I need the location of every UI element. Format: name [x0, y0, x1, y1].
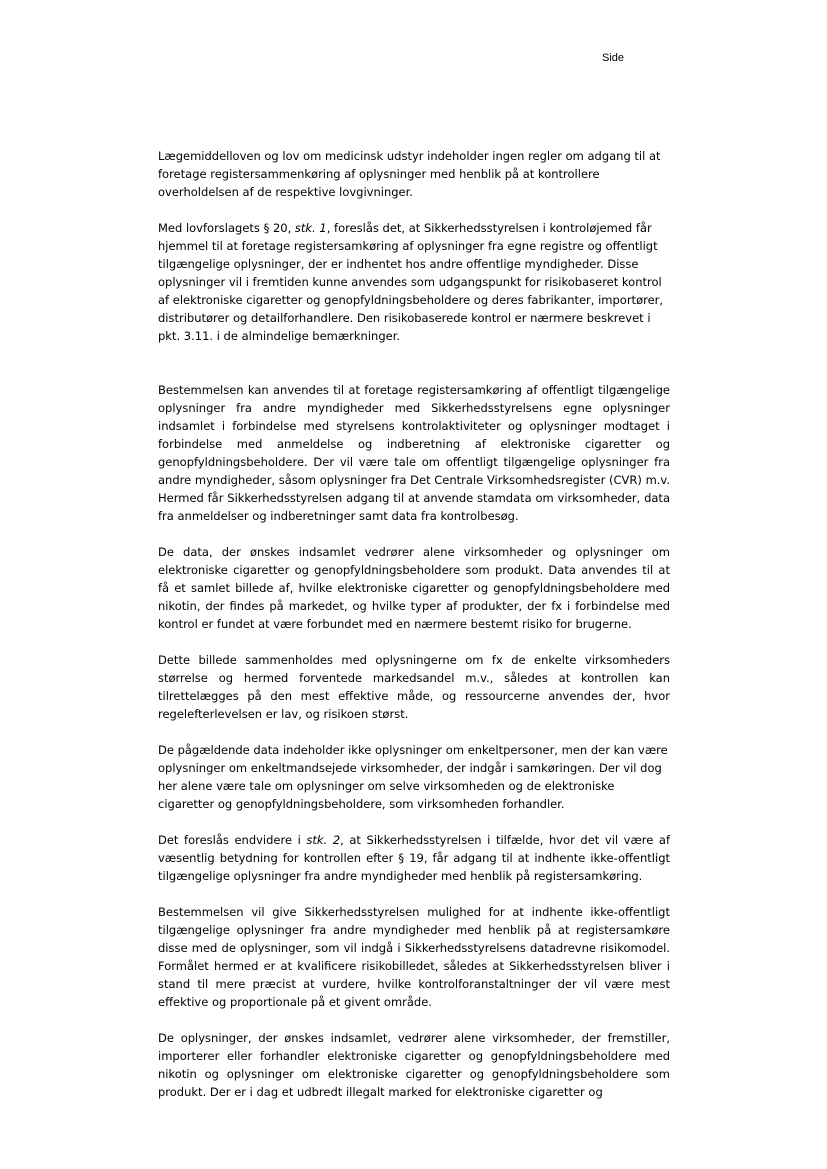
paragraph-7-pre: Det foreslås endvidere i: [158, 833, 307, 847]
paragraph-7-post: , at Sikkerhedsstyrelsen i tilfælde, hvor det vil være af væsentlig betydning for kontrollen efter § 19, får adgang til at indhente ikke-offentligt tilgængelige oplysninger fra andre myndigheder med henblik på registersamkøring.: [158, 833, 670, 883]
paragraph-5: Dette billede sammenholdes med oplysningerne om fx de enkelte virksomheders størrelse og hermed forventede markedsandel m.v., således at kontrollen kan tilrettelægges på den mest effektive måde, og ressourcerne anvendes der, hvor regelefterlevelsen er lav, og risikoen størst.: [158, 653, 670, 721]
paragraph-1: Lægemiddelloven og lov om medicinsk udstyr indeholder ingen regler om adgang til at foretage registersammenkøring af oplysninger med henblik på at kontrollere overholdelsen af de respektive lovgivninger.: [158, 149, 661, 199]
paragraph-2-emph: stk. 1: [294, 221, 327, 235]
paragraph-3: Bestemmelsen kan anvendes til at foretage registersamkøring af offentligt tilgængelige oplysninger fra andre myndigheder med Sikkerhedsstyrelsens egne oplysninger indsamlet i forbindelse med styrelsens kontrolaktiviteter og oplysninger modtaget i forbindelse med anmeldelse og indberetning af elektroniske cigaretter og genopfyldningsbeholdere. Der vil være tale om offentligt tilgængelige oplysninger fra andre myndigheder, såsom oplysninger fra Det Centrale Virksomhedsregister (CVR) m.v. Hermed får Sikkerhedsstyrelsen adgang til at anvende stamdata om virksomheder, data fra anmeldelser og indberetninger samt data fra kontrolbesøg.: [158, 383, 670, 523]
paragraph-7: [158, 831, 670, 885]
paragraph-2-pre: Med lovforslagets § 20,: [158, 221, 295, 235]
paragraph-9: De oplysninger, der ønskes indsamlet, vedrører alene virksomheder, der fremstiller, importerer eller forhandler elektroniske cigaretter og genopfyldningsbeholdere med nikotin og oplysninger om elektroniske cigaretter og genopfyldningsbeholdere som produkt. Der er i dag et udbredt illegalt marked for elektroniske cigaretter og: [158, 1031, 670, 1099]
paragraph-2-post: , foreslås det, at Sikkerhedsstyrelsen i kontroløjemed får hjemmel til at foretage registersamkøring af oplysninger fra egne registre og offentligt tilgængelige oplysninger, der er indhentet hos andre offentlige myndigheder. Disse oplysninger vil i fremtiden kunne anvendes som udgangspunkt for risikobaseret kontrol af elektroniske cigaretter og genopfyldningsbeholdere og deres fabrikanter, importører, distributører og detailforhandlere. Den risikobaserede kontrol er nærmere beskrevet i pkt. 3.11. i de almindelige bemærkninger.: [158, 221, 664, 343]
page-header-side-label: Side: [602, 52, 625, 64]
paragraph-8: Bestemmelsen vil give Sikkerhedsstyrelsen mulighed for at indhente ikke-offentligt tilgængelige oplysninger fra andre myndigheder med henblik på at registersamkøre disse med de oplysninger, som vil indgå i Sikkerhedsstyrelsens datadrevne risikomodel. Formålet hermed er at kvalificere risikobilledet, således at Sikkerhedsstyrelsen bliver i stand til mere præcist at vurdere, hvilke kontrolforanstaltninger der vil være mest effektive og proportionale på et givent område.: [158, 905, 670, 1009]
paragraph-4: De data, der ønskes indsamlet vedrører alene virksomheder og oplysninger om elektroniske cigaretter og genopfyldningsbeholdere som produkt. Data anvendes til at få et samlet billede af, hvilke elektroniske cigaretter og genopfyldningsbeholdere med nikotin, der findes på markedet, og hvilke typer af produkter, der fx i forbindelse med kontrol er fundet at være forbundet med en nærmere bestemt risiko for brugerne.: [158, 545, 670, 631]
paragraph-7-emph: stk. 2: [306, 833, 341, 847]
paragraph-6: De pågældende data indeholder ikke oplysninger om enkeltpersoner, men der kan være oplysninger om enkeltmandsejede virksomheder, der indgår i samkøringen. Der vil dog her alene være tale om oplysninger om selve virksomheden og de elektroniske cigaretter og genopfyldningsbeholdere, som virksomheden forhandler.: [158, 743, 668, 811]
paragraph-2: [158, 219, 670, 345]
document-body: [158, 147, 670, 1101]
